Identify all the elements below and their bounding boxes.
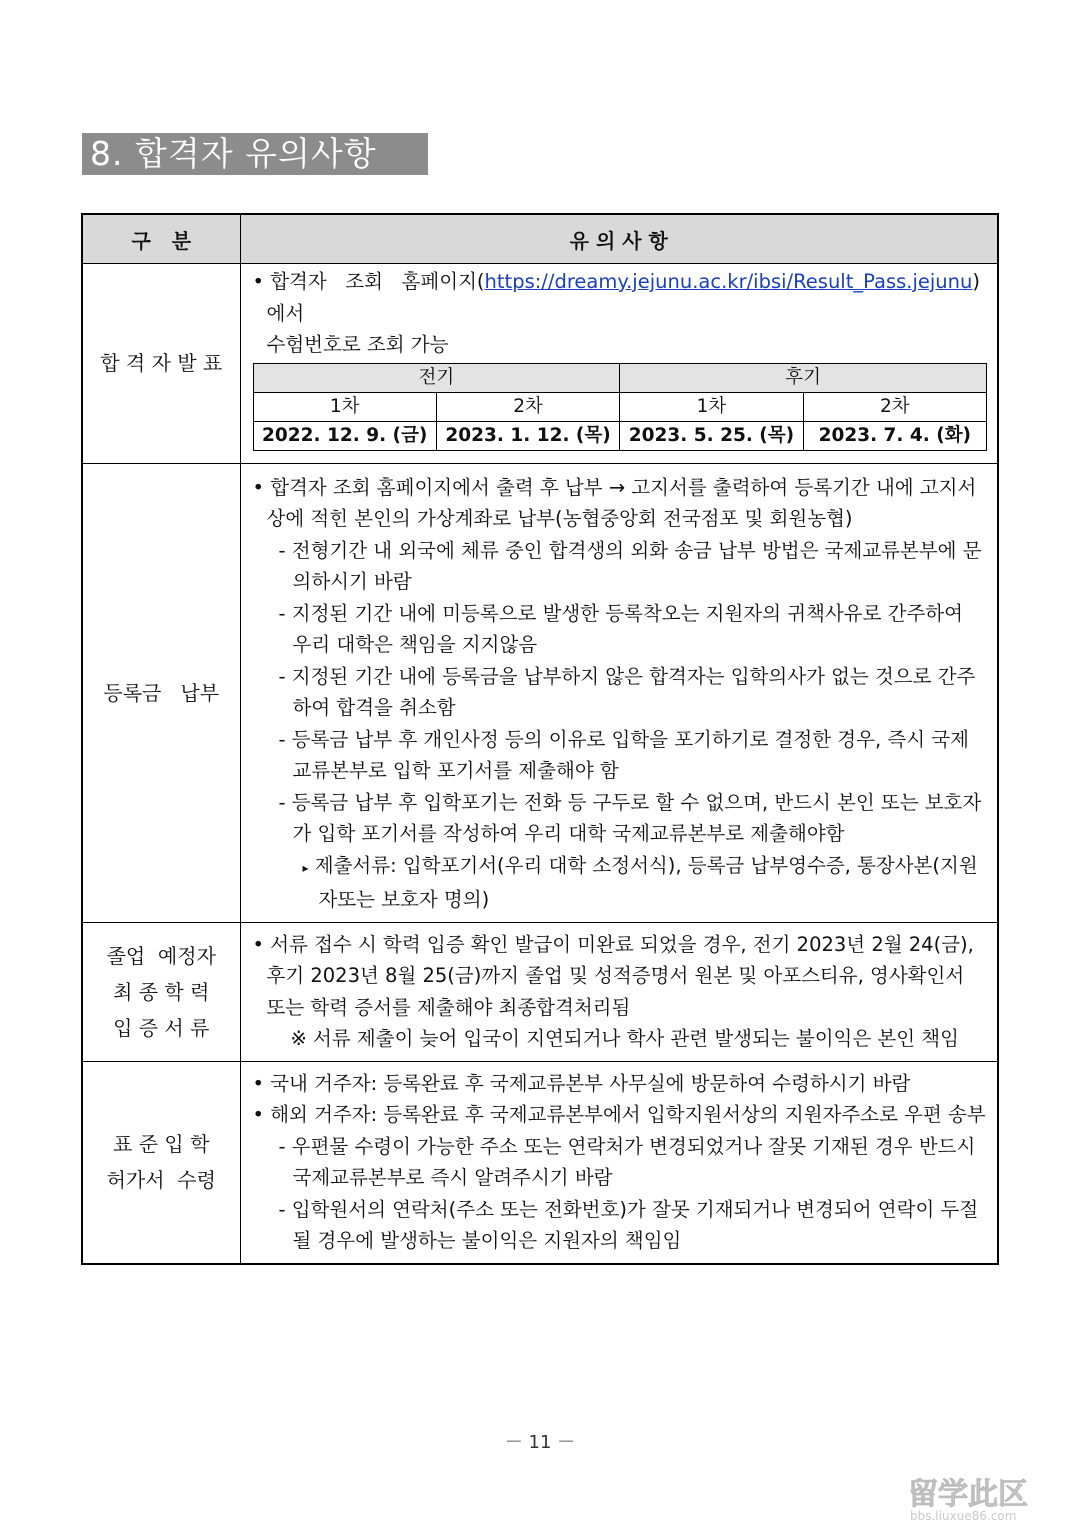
category-tuition: 등록금 납부 [82, 463, 240, 922]
list-item: - 지정된 기간 내에 등록금을 납부하지 않은 합격자는 입학의사가 없는 것으로 간주하여 합격을 취소함 [278, 664, 976, 719]
row-tuition [82, 463, 998, 922]
announcement-text: • 합격자 조회 홈페이지(https://dreamy.jejunu.ac.kr/ibsi/Result_Pass.jejunu)에서 수험번호로 조회 가능 [252, 270, 980, 356]
category-line: 입 증 서 류 [113, 1015, 210, 1040]
list-item [253, 850, 988, 916]
graduation-content [240, 922, 998, 1061]
tuition-item: 등록금 납부 후 입학포기는 전화 등 구두로 할 수 없으며, 반드시 본인 또는 보호자가 입학 포기서를 작성하여 우리 대학 국제교류본부로 제출해야함 [291, 790, 982, 845]
row-admission [82, 1061, 998, 1264]
category-line: 졸업 예정자 [106, 943, 216, 968]
category-graduation [82, 922, 240, 1061]
list-item: - 등록금 납부 후 입학포기는 전화 등 구두로 할 수 없으며, 반드시 본인 또는 보호자가 입학 포기서를 작성하여 우리 대학 국제교류본부로 제출해야함 [278, 790, 982, 845]
schedule-date: 2023. 1. 12. (목) [436, 421, 619, 450]
tuition-main: 합격자 조회 홈페이지에서 출력 후 납부 → 고지서를 출력하여 등록기간 내에 고지서 상에 적힌 본인의 가상계좌로 납부(농협중앙회 전국점포 및 회원농협) [266, 475, 977, 530]
header-category: 구 분 [82, 214, 240, 264]
triangle-bullet-icon: ▸ [302, 860, 309, 875]
header-notes: 유 의 사 항 [240, 214, 998, 264]
announcement-line2: 수험번호로 조회 가능 [266, 333, 449, 356]
notice-table [81, 213, 999, 1265]
watermark-logo [902, 1470, 1062, 1522]
category-line: 표 준 입 학 [113, 1132, 210, 1156]
list-item: - 입학원서의 연락처(주소 또는 전화번호)가 잘못 기재되거나 변경되어 연락이 두절 될 경우에 발생하는 불이익은 지원자의 책임임 [278, 1197, 979, 1252]
schedule-round: 1차 [253, 392, 436, 421]
admission-item: 우편물 수령이 가능한 주소 또는 연락처가 변경되었거나 잘못 기재된 경우 반드시 국제교류본부로 즉시 알려주시기 바람 [291, 1134, 976, 1189]
admission-main: 국내 거주자: 등록완료 후 국제교류본부 사무실에 방문하여 수령하시기 바람 [270, 1071, 911, 1095]
watermark-url: bbs.liuxue86.com [910, 1509, 1017, 1522]
admission-item: 입학원서의 연락처(주소 또는 전화번호)가 잘못 기재되거나 변경되어 연락이 두절 될 경우에 발생하는 불이익은 지원자의 책임임 [291, 1197, 979, 1252]
watermark-logo-text: 留学此区 [908, 1477, 1028, 1512]
schedule-date: 2022. 12. 9. (금) [253, 421, 436, 450]
admission-main: 해외 거주자: 등록완료 후 국제교류본부에서 입학지원서상의 지원자주소로 우편 송부 [270, 1103, 986, 1126]
announcement-prefix: 합격자 조회 홈페이지( [270, 270, 485, 293]
list-item: - 지정된 기간 내에 미등록으로 발생한 등록착오는 지원자의 귀책사유로 간주하여 우리 대학은 책임을 지지않음 [278, 601, 963, 656]
page-number: － 11 － [504, 1432, 576, 1453]
schedule-date: 2023. 7. 4. (화) [803, 421, 986, 450]
category-line: 최 종 학 력 [113, 979, 210, 1004]
tuition-item: 지정된 기간 내에 미등록으로 발생한 등록착오는 지원자의 귀책사유로 간주하여 우리 대학은 책임을 지지않음 [291, 601, 963, 656]
schedule-group-second: 후기 [620, 363, 987, 392]
schedule-round: 2차 [436, 392, 619, 421]
announcement-content [240, 264, 998, 464]
schedule-group-first: 전기 [253, 363, 620, 392]
announcement-suffix: )에서 [266, 270, 980, 325]
result-page-link[interactable]: https://dreamy.jejunu.ac.kr/ibsi/Result_Pass.jejunu [484, 270, 973, 293]
category-admission [82, 1061, 240, 1264]
row-graduation [82, 922, 998, 1061]
tuition-item: 지정된 기간 내에 등록금을 납부하지 않은 합격자는 입학의사가 없는 것으로 간주하여 합격을 취소함 [291, 664, 976, 719]
tuition-sub: 제출서류: 입학포기서(우리 대학 소정서식), 등록금 납부영수증, 통장사본(지원자또는 보호자 명의) [314, 853, 978, 911]
list-item: • 국내 거주자: 등록완료 후 국제교류본부 사무실에 방문하여 수령하시기 바람 [252, 1071, 911, 1095]
tuition-content [240, 463, 998, 922]
list-item: • 해외 거주자: 등록완료 후 국제교류본부에서 입학지원서상의 지원자주소로 우편 송부 [252, 1103, 986, 1126]
tuition-item: 전형기간 내 외국에 체류 중인 합격생의 외화 송금 납부 방법은 국제교류본부에 문의하시기 바람 [291, 538, 982, 593]
schedule-round: 2차 [803, 392, 986, 421]
tuition-item: 등록금 납부 후 개인사정 등의 이유로 입학을 포기하기로 결정한 경우, 즉시 국제교류본부로 입학 포기서를 제출해야 함 [291, 727, 969, 782]
schedule-round: 1차 [620, 392, 803, 421]
category-announcement: 합 격 자 발 표 [82, 264, 240, 464]
list-item: - 우편물 수령이 가능한 주소 또는 연락처가 변경되었거나 잘못 기재된 경우 반드시 국제교류본부로 즉시 알려주시기 바람 [278, 1134, 976, 1189]
list-item: • 서류 접수 시 학력 입증 확인 발급이 미완료 되었을 경우, 전기 2023년 2월 24(금), 후기 2023년 8월 25(금)까지 졸업 및 성적증명서 원본 및 아포스티유, 영사확인서 또는 학력 증서를 제출해야 최종합격처리됨 [252, 932, 974, 1019]
section-title: 8. 합격자 유의사항 [82, 133, 428, 175]
list-item: • 합격자 조회 홈페이지에서 출력 후 납부 → 고지서를 출력하여 등록기간 내에 고지서 상에 적힌 본인의 가상계좌로 납부(농협중앙회 전국점포 및 회원농협) [252, 475, 977, 530]
schedule-date: 2023. 5. 25. (목) [620, 421, 803, 450]
schedule-table [253, 363, 988, 451]
list-item: - 등록금 납부 후 개인사정 등의 이유로 입학을 포기하기로 결정한 경우, 즉시 국제교류본부로 입학 포기서를 제출해야 함 [278, 727, 969, 782]
category-line: 허가서 수령 [106, 1168, 216, 1192]
admission-content [240, 1061, 998, 1264]
graduation-main: 서류 접수 시 학력 입증 확인 발급이 미완료 되었을 경우, 전기 2023년 2월 24(금), 후기 2023년 8월 25(금)까지 졸업 및 성적증명서 원본 및 아포스티유, 영사확인서 또는 학력 증서를 제출해야 최종합격처리됨 [266, 932, 974, 1019]
table-header-row [82, 214, 998, 264]
graduation-note: ※ 서류 제출이 늦어 입국이 지연되거나 학사 관련 발생되는 불이익은 본인 책임 [290, 1027, 959, 1050]
list-item: - 전형기간 내 외국에 체류 중인 합격생의 외화 송금 납부 방법은 국제교류본부에 문의하시기 바람 [278, 538, 982, 593]
row-announcement [82, 264, 998, 464]
